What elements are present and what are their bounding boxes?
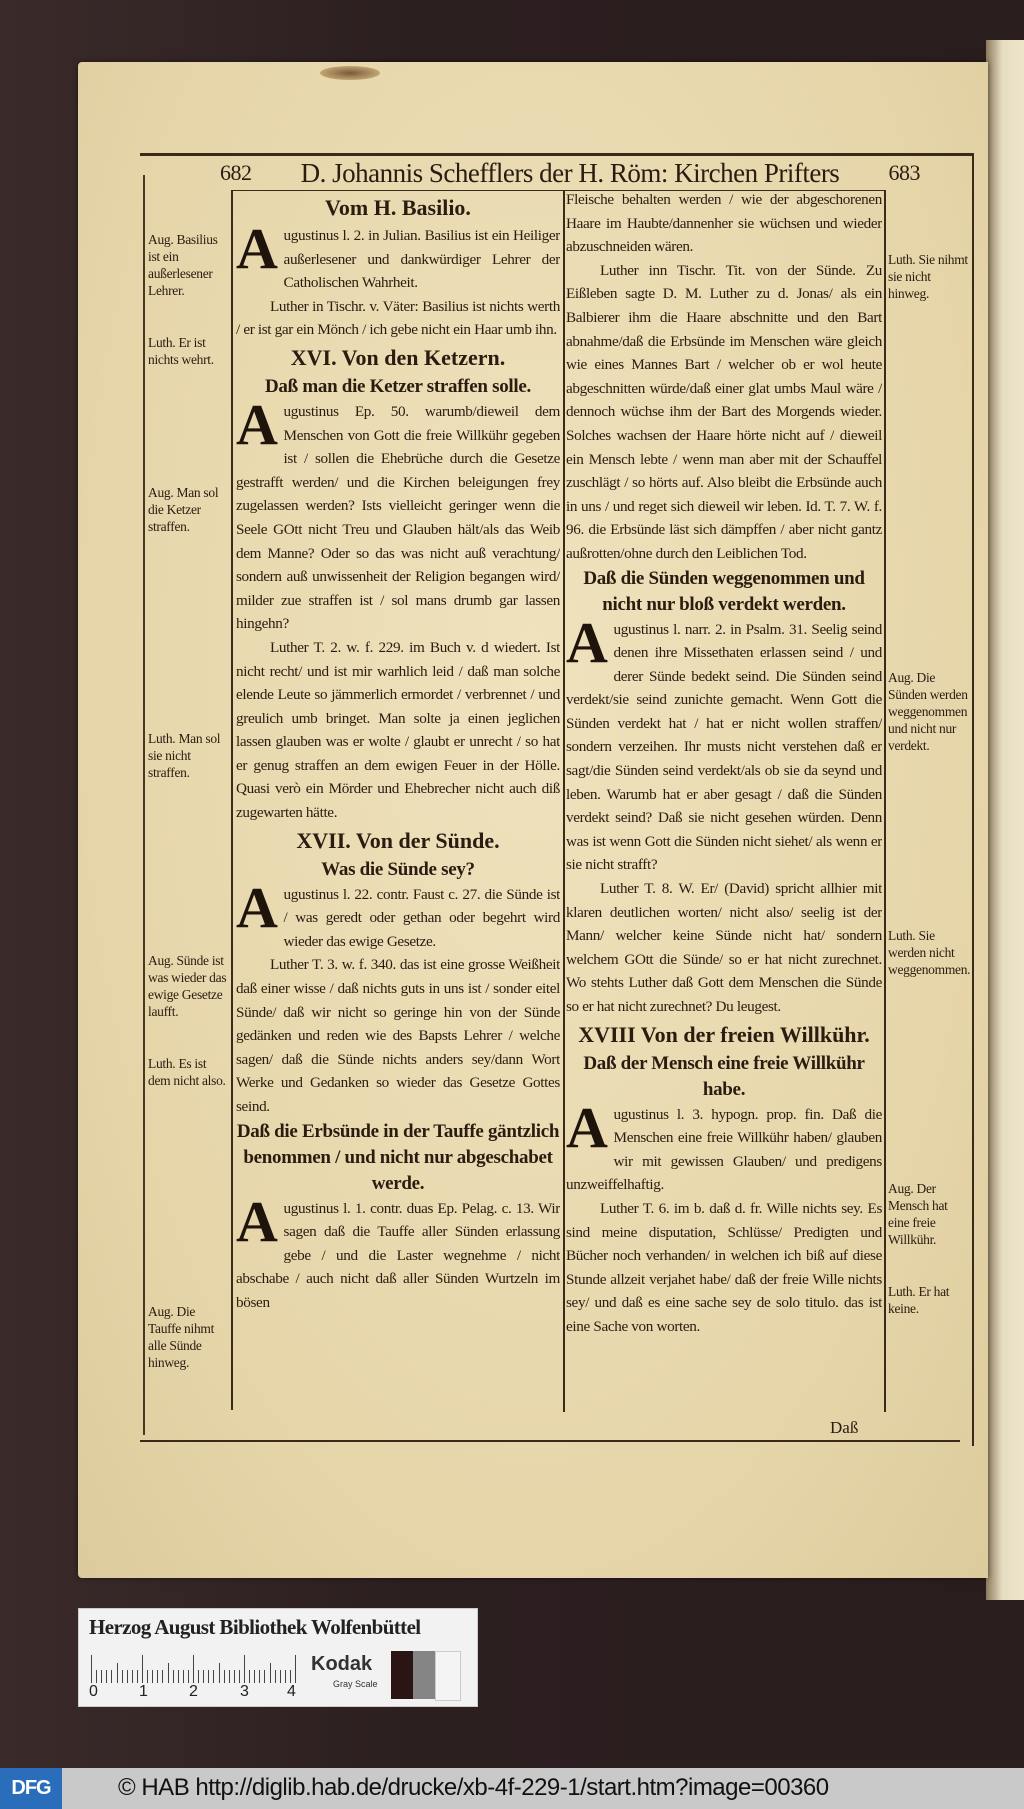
running-title: D. Johannis Schefflers der H. Röm: Kirchen Prifters	[300, 157, 840, 188]
ruler-tick	[117, 1663, 118, 1683]
scale-ruler	[91, 1655, 301, 1683]
ruler-tick	[275, 1670, 276, 1683]
ruler-tick	[254, 1670, 255, 1683]
ruler-tick	[249, 1670, 250, 1683]
margin-note-right: Luth. Er hat keine.	[888, 1284, 950, 1316]
gray-swatch-black	[391, 1651, 413, 1699]
gray-swatch-mid	[413, 1651, 435, 1699]
ruler-tick	[142, 1655, 143, 1683]
margin-note-left: Aug. Basilius ist ein außerlesener Lehrer.	[148, 232, 218, 298]
paragraph-text: Fleische behalten werden / wie der abgeschorenen Haare im Haubte/dannenher sie wüchsen und wieder abzuschneiden wären.	[566, 191, 882, 256]
library-name: Herzog August Bibliothek Wolfenbüttel	[89, 1615, 421, 1639]
ruler-tick	[285, 1670, 286, 1683]
paragraph	[236, 953, 560, 1118]
ruler-tick	[264, 1670, 265, 1683]
section-heading: XVI. Von den Ketzern.	[290, 344, 506, 370]
paragraph	[236, 1188, 560, 1315]
ruler-tick	[229, 1670, 230, 1683]
paragraph-text: ugustinus l. 2. in Julian. Basilius ist ein Heiliger außerlesener und dankwürdiger Lehrer der Catholischen Wahrheit.	[283, 227, 560, 292]
section-heading: XVIII Von der freien Willkühr.	[578, 1021, 870, 1047]
catchword: Daß	[830, 1418, 859, 1437]
ruler-tick	[162, 1670, 163, 1683]
margin-rule-left	[231, 190, 233, 1410]
text-column-left	[236, 192, 560, 1412]
ruler-tick	[178, 1670, 179, 1683]
ruler-tick	[259, 1670, 260, 1683]
gray-swatch-white	[435, 1651, 461, 1701]
ruler-tick	[132, 1670, 133, 1683]
margin-note-left: Luth. Er ist nichts wehrt.	[148, 335, 214, 367]
ruler-tick	[224, 1670, 225, 1683]
ruler-tick	[208, 1670, 209, 1683]
ruler-tick	[244, 1655, 245, 1683]
margin-note-left: Luth. Es ist dem nicht also.	[148, 1056, 226, 1088]
ruler-tick	[193, 1655, 194, 1683]
page-number-left: 682	[220, 160, 252, 185]
paragraph-text: ugustinus Ep. 50. warumb/dieweil dem Menschen von Gott die freie Willkühr gegeben ist / sollen die Ehebrüche durch die Gesetze gestrafft werden/ und die Kirchen beleigungen frey zugelassen werden? Ists vielleicht geringer wenn die Seele GOtt nicht Treu und Glauben hält/als das Weib dem Manne? Oder so das was nicht auß verachtung/ sondern auß unwissenheit der Religion begangen wird/ milder zue straffen ist / sol mans drumb gar lassen hingehn?	[236, 402, 560, 633]
paragraph-text: ugustinus l. 1. contr. duas Ep. Pelag. c. 13. Wir sagen daß die Tauffe aller Sünden erlassung gebe / und die Laster wegnehme / nicht abschabe / auch nicht daß aller Sünden Wurtzeln im bösen	[236, 1199, 560, 1311]
paragraph-text: ugustinus l. 3. hypogn. prop. fin. Daß die Menschen eine freie Willkühr haben/ glauben wir mit gewissen Glauben/ und predigens unzweiffelhaftig.	[566, 1105, 882, 1194]
paragraph	[566, 1197, 882, 1339]
ruler-tick	[213, 1670, 214, 1683]
paragraph	[236, 636, 560, 825]
ruler-tick	[234, 1670, 235, 1683]
paragraph	[566, 877, 882, 1019]
ruler-tick	[137, 1670, 138, 1683]
paragraph-text: ugustinus l. 22. contr. Faust c. 27. die Sünde ist / was geredt oder gethan oder begehrt wird wieder das ewige Gesetze.	[283, 885, 560, 950]
text-column-right	[566, 188, 882, 1413]
paragraph	[566, 609, 882, 878]
ruler-tick	[183, 1670, 184, 1683]
ruler-tick	[270, 1663, 271, 1683]
section-heading: Daß die Erbsünde in der Tauffe gäntzlich benommen / und nicht nur abgeschabet werde.	[236, 1120, 560, 1194]
ruler-number: 0	[89, 1683, 98, 1700]
dfg-logo: DFG	[0, 1768, 62, 1809]
ruler-number: 4	[287, 1683, 296, 1700]
ruler-tick	[295, 1655, 296, 1683]
drop-cap: A	[566, 1094, 608, 1160]
margin-note-right: Luth. Sie nihmt sie nicht hinweg.	[888, 252, 968, 301]
paragraph	[236, 391, 560, 636]
frame-bottom-rule	[140, 1440, 960, 1442]
ruler-tick	[111, 1670, 112, 1683]
running-head	[220, 155, 920, 191]
margin-note-left: Aug. Sünde ist was wieder das ewige Gesetze laufft.	[148, 953, 227, 1019]
library-color-card	[78, 1608, 478, 1707]
paragraph	[236, 216, 560, 295]
paragraph-text: Luther in Tischr. v. Väter: Basilius ist nichts werth / er ist gar ein Mönch / ich gebe nicht ein Haar umb ihn.	[236, 297, 560, 339]
ruler-tick	[152, 1670, 153, 1683]
paragraph-text: Luther inn Tischr. Tit. von der Sünde. Zu Eißleben sagte D. M. Luther zu d. Jonas/ als ein Balbierer ihm die Haare abschnitte und den Bart abnahme/daß die Erbsünde im Menschen wäre gleich wie eines Mannes Bart / welcher ob er wol heute abgeschnitten würde/daß einer glat umbs Maul wäre / dennoch wüchse ihm der Bart des Morgends wieder. Solches wachsen der Haare hörte nicht auf / dieweil ein Mensch lebte / wenn man aber mit der Schauffel zuschlägt / so hörts auf. Also bleibt die Erbsünde auch in uns / und reget sich dieweil wir leben. Id. T. 7. W. f. 96. die Erbsünde läst sich dämpffen / aber nicht gantz außrotten/ohne durch den Leiblichen Tod.	[566, 261, 882, 562]
margin-note-right: Aug. Der Mensch hat eine freie Willkühr.	[888, 1181, 948, 1247]
paragraph-text: Luther T. 2. w. f. 229. im Buch v. d wiedert. Ist nicht recht/ und ist mir warhlich leid / daß man solche elende Leute so jämmerlich ermordet / verbrennet / und greulich umb bringet. Man solte ja einen jeglichen lassen glauben was er wolte / glaubt er unrecht / so hat er genug straffen an dem ewigen Feuer in der Hölle. Quasi verò ein Mörder und Ehebrecher nicht auch diß zugewarten hätte.	[236, 638, 560, 822]
ruler-number: 2	[189, 1683, 198, 1700]
ruler-tick	[239, 1670, 240, 1683]
ruler-tick	[168, 1663, 169, 1683]
drop-cap: A	[236, 216, 278, 281]
ruler-tick	[96, 1670, 97, 1683]
page-number-right: 683	[888, 160, 920, 185]
ruler-tick	[157, 1670, 158, 1683]
ruler-tick	[280, 1670, 281, 1683]
ruler-tick	[173, 1670, 174, 1683]
section-heading: Was die Sünde sey?	[321, 858, 475, 880]
ruler-tick	[101, 1670, 102, 1683]
ruler-number: 3	[240, 1683, 249, 1700]
paragraph-text: Luther T. 3. w. f. 340. das ist eine grosse Weißheit daß einer wisse / daß nichts guts in uns ist / sonder eitel Sünde/ daß wir nicht so geringe hin von der Sünde gedänken und reden wie des Bapsts Lehrer / welche sagen/ daß die Sünde nichts anders sey/dann Wort Werke und Gedanken so wieder das Gesetze Gottes seind.	[236, 956, 560, 1115]
margin-note-left: Luth. Man sol sie nicht straffen.	[148, 731, 221, 780]
drop-cap: A	[236, 1188, 278, 1254]
ruler-tick	[106, 1670, 107, 1683]
ruler-tick	[198, 1670, 199, 1683]
column-divider	[563, 190, 565, 1412]
margin-note-right: Aug. Die Sünden werden weggenommen und nicht nur verdekt.	[888, 670, 968, 753]
section-heading: Daß die Sünden weggenommen und nicht nur bloß verdekt werden.	[583, 567, 865, 615]
paragraph-text: Luther T. 6. im b. daß d. fr. Wille nichts sey. Es sind meine disputation, Schlüsse/ Predigten und Bücher noch verhanden/ in welchen ich biß auf diese Stunde allzeit verjahet habe/ daß der freie Wille nichts sey/ und daß es eine sache sey de solo titulo. das ist eine Sache von worten.	[566, 1199, 882, 1335]
kodak-logo: Kodak	[311, 1653, 373, 1675]
ruler-tick	[122, 1670, 123, 1683]
ruler-number: 1	[139, 1683, 148, 1700]
paragraph-text: ugustinus l. narr. 2. in Psalm. 31. Seelig seind denen ihre Missethaten erlassen seind / und derer Sünde bedekt seind. Die Sünden seind verdekt/sie seind zunichte gemacht. Wenn Gott die Sünden verdekt hat / hat er nicht wollen straffen/ sondern verzeihen. Ihr musts nicht verstehen daß er sagt/die Sünden seind verdekt/als ob sie da seynd und leben. Warumb hat er aber gesagt / daß die Sünden verdekt seind? Daß sie nicht gesehen würden. Denn was ist wenn Gott die Sünden nicht siehet/ als wenn er sie nicht strafft?	[566, 620, 882, 874]
paragraph	[566, 259, 882, 566]
ruler-tick	[188, 1670, 189, 1683]
margin-rule-right	[884, 190, 886, 1412]
gray-scale-label: Gray Scale	[333, 1679, 378, 1689]
ruler-tick	[147, 1670, 148, 1683]
drop-cap: A	[236, 391, 278, 457]
paragraph	[236, 874, 560, 954]
page-stain	[320, 66, 380, 80]
margin-note-left: Aug. Man sol die Ketzer straffen.	[148, 485, 219, 534]
margin-note-left: Aug. Die Tauffe nihmt alle Sünde hinweg.	[148, 1304, 215, 1370]
margin-note-right: Luth. Sie werden nicht weggenommen.	[888, 928, 971, 977]
drop-cap: A	[236, 874, 278, 940]
section-heading: Daß der Mensch eine freie Willkühr habe.	[583, 1052, 865, 1100]
ruler-tick	[127, 1670, 128, 1683]
section-heading: Daß man die Ketzer straffen solle.	[265, 375, 531, 397]
ruler-tick	[219, 1663, 220, 1683]
paragraph-text: Luther T. 8. W. Er/ (David) spricht allhier mit klaren deutlichen worten/ nicht also/ seelig ist der Mann/ welcher keine Sünde nicht hat/ sondern welchem GOtt die Sünde/ so er hat nicht zurechnet. Wo stehts Luther daß Gott dem Menschen die Sünde so er hat nicht zurechnet? Du leugest.	[566, 880, 882, 1015]
paragraph	[236, 295, 560, 342]
section-heading: XVII. Von der Sünde.	[296, 827, 500, 853]
paragraph	[566, 1094, 882, 1197]
section-heading: Vom H. Basilio.	[325, 195, 471, 220]
drop-cap: A	[566, 609, 608, 675]
ruler-tick	[91, 1655, 92, 1683]
ruler-tick	[290, 1670, 291, 1683]
paragraph	[566, 188, 882, 259]
adjacent-page-edge	[986, 40, 1024, 1600]
ruler-tick	[203, 1670, 204, 1683]
frame-left-rule	[143, 175, 145, 1435]
copyright-url: © HAB http://diglib.hab.de/drucke/xb-4f-229-1/start.htm?image=00360	[118, 1774, 829, 1801]
footer-bar	[0, 1768, 1024, 1809]
